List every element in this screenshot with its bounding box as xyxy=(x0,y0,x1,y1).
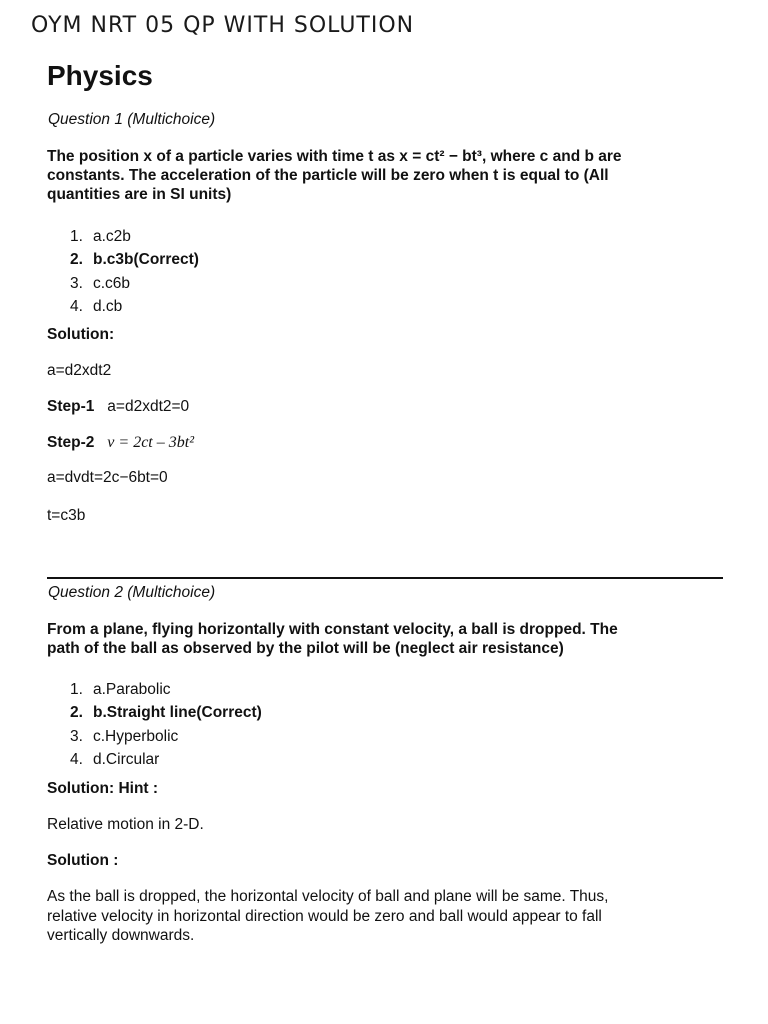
option-item-correct[interactable]: 2. b.Straight line(Correct) xyxy=(70,704,262,722)
option-item[interactable]: 3. c.c6b xyxy=(70,274,131,292)
question-2-options xyxy=(70,678,262,771)
question-1-text-line-3: quantities are in SI units) xyxy=(47,186,232,203)
equation-line: a=dvdt=2c−6bt=0 xyxy=(47,469,168,486)
subject-heading: Physics xyxy=(47,60,153,91)
section-divider xyxy=(47,577,723,579)
option-item[interactable]: 4. d.Circular xyxy=(70,750,160,768)
question-1-label: Question 1 (Multichoice) xyxy=(48,111,216,128)
option-text: a.Parabolic xyxy=(93,681,171,698)
option-text: a.c2b xyxy=(93,228,131,245)
option-text: d.Circular xyxy=(93,750,160,768)
solution-line-1: As the ball is dropped, the horizontal velocity of ball and plane will be same. Thus, xyxy=(47,888,609,905)
question-1-text-line-1: The position x of a particle varies with time t as x = ct² − bt³, where c and b are xyxy=(47,148,622,165)
hint-label: Solution: Hint : xyxy=(47,780,159,797)
question-2-text-line-2: path of the ball as observed by the pilot will be (neglect air resistance) xyxy=(47,640,564,657)
option-text: b.Straight line(Correct) xyxy=(93,704,262,722)
step-1-text: a=d2xdt2=0 xyxy=(107,398,190,415)
solution-label: Solution: xyxy=(47,326,115,343)
question-1-options xyxy=(70,225,199,318)
option-item[interactable]: 1. a.c2b xyxy=(70,228,131,245)
hint-text: Relative motion in 2-D. xyxy=(47,816,204,833)
solution-line-3: vertically downwards. xyxy=(47,927,195,944)
equation-line: a=d2xdt2 xyxy=(47,362,112,379)
question-1-text-line-2: constants. The acceleration of the particle will be zero when t is equal to (All xyxy=(47,167,609,184)
step-2-line xyxy=(47,434,194,452)
equation-line: t=c3b xyxy=(47,507,86,524)
option-text: d.cb xyxy=(93,297,123,315)
solution-paragraph xyxy=(47,887,727,946)
option-text: b.c3b(Correct) xyxy=(93,251,199,269)
solution-line-2: relative velocity in horizontal direction would be zero and ball would appear to fall xyxy=(47,907,602,925)
option-item-correct[interactable]: 2. b.c3b(Correct) xyxy=(70,251,199,269)
step-1-line xyxy=(47,398,189,416)
option-item[interactable]: 4. d.cb xyxy=(70,297,123,315)
option-text: c.Hyperbolic xyxy=(93,727,179,745)
question-2-text-line-1: From a plane, flying horizontally with constant velocity, a ball is dropped. The xyxy=(47,621,618,638)
option-item[interactable]: 3. c.Hyperbolic xyxy=(70,727,179,745)
step-1-label: Step-1 xyxy=(47,398,95,415)
question-1-text xyxy=(47,147,717,204)
step-2-label: Step-2 xyxy=(47,434,95,451)
document-title: OYM NRT 05 QP WITH SOLUTION xyxy=(31,13,415,38)
question-2-text xyxy=(47,620,717,658)
question-2-label: Question 2 (Multichoice) xyxy=(48,584,216,601)
step-2-text: v = 2ct – 3bt² xyxy=(107,434,194,451)
solution-label: Solution : xyxy=(47,852,119,869)
option-text: c.c6b xyxy=(93,274,131,292)
option-item[interactable]: 1. a.Parabolic xyxy=(70,681,171,698)
